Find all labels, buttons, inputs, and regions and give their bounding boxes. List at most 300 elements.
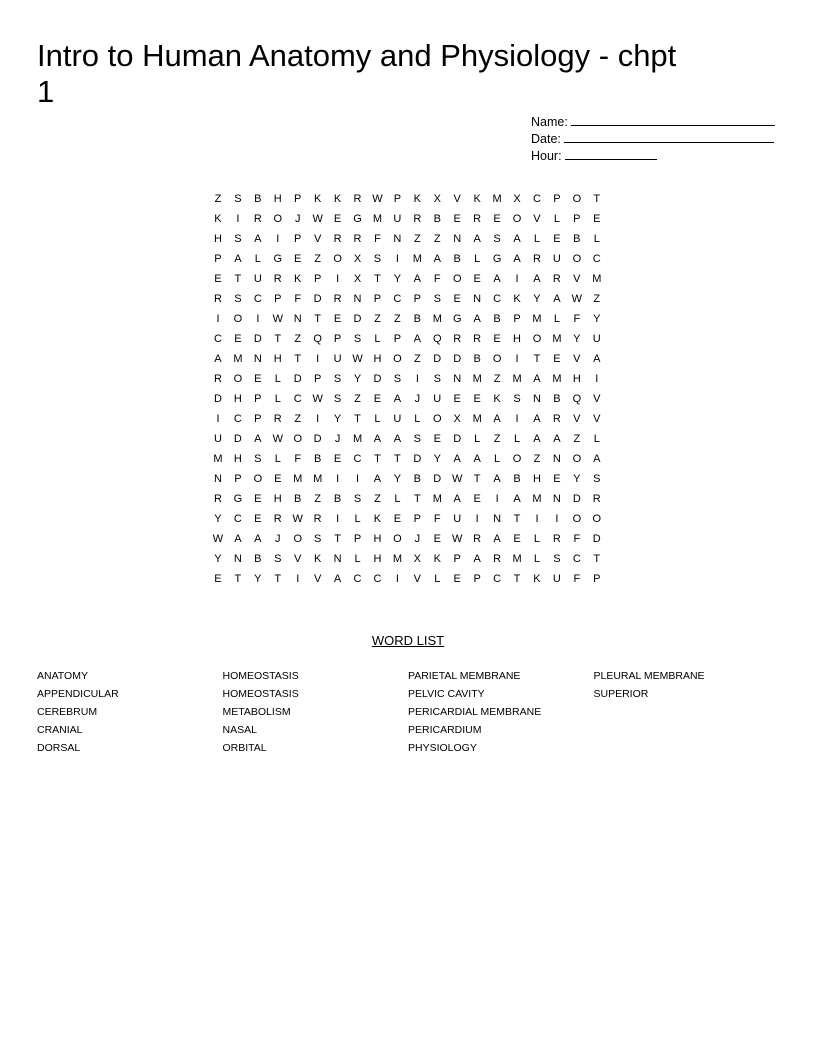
grid-letter[interactable]: R xyxy=(273,273,282,285)
grid-letter[interactable]: A xyxy=(254,233,262,245)
grid-letter[interactable]: I xyxy=(415,373,419,385)
grid-letter[interactable]: H xyxy=(233,453,242,465)
grid-letter[interactable]: Z xyxy=(314,493,322,505)
grid-letter[interactable]: R xyxy=(253,213,262,225)
grid-letter[interactable]: O xyxy=(393,353,402,365)
grid-letter[interactable]: L xyxy=(553,313,560,325)
grid-letter[interactable]: W xyxy=(212,533,224,545)
date-blank[interactable] xyxy=(564,131,774,143)
grid-letter[interactable]: B xyxy=(413,313,422,325)
grid-letter[interactable]: C xyxy=(253,293,262,305)
grid-letter[interactable]: I xyxy=(595,373,599,385)
grid-letter[interactable]: E xyxy=(234,333,242,345)
grid-letter[interactable]: T xyxy=(334,533,341,545)
grid-letter[interactable]: P xyxy=(313,273,322,285)
grid-letter[interactable]: R xyxy=(333,233,342,245)
grid-letter[interactable]: A xyxy=(533,413,541,425)
grid-letter[interactable]: C xyxy=(353,453,362,465)
grid-letter[interactable]: P xyxy=(413,513,422,525)
grid-letter[interactable]: L xyxy=(374,333,381,345)
grid-letter[interactable]: V xyxy=(573,273,581,285)
grid-letter[interactable]: K xyxy=(313,193,322,205)
grid-letter[interactable]: N xyxy=(473,293,482,305)
grid-letter[interactable]: D xyxy=(373,373,382,385)
grid-letter[interactable]: E xyxy=(254,373,262,385)
grid-letter[interactable]: Z xyxy=(593,293,601,305)
grid-letter[interactable]: O xyxy=(293,533,302,545)
grid-letter[interactable]: C xyxy=(493,573,502,585)
grid-letter[interactable]: L xyxy=(474,253,481,265)
grid-letter[interactable]: O xyxy=(393,533,402,545)
grid-letter[interactable]: S xyxy=(553,553,561,565)
grid-letter[interactable]: W xyxy=(312,393,323,405)
grid-letter[interactable]: N xyxy=(552,493,561,505)
grid-letter[interactable]: F xyxy=(573,313,581,325)
grid-letter[interactable]: E xyxy=(553,473,561,485)
grid-letter[interactable]: R xyxy=(273,513,282,525)
grid-letter[interactable]: D xyxy=(592,533,601,545)
grid-letter[interactable]: A xyxy=(234,533,242,545)
grid-letter[interactable]: F xyxy=(294,453,302,465)
grid-letter[interactable]: C xyxy=(233,513,242,525)
grid-letter[interactable]: U xyxy=(213,433,222,445)
grid-letter[interactable]: E xyxy=(453,213,461,225)
grid-letter[interactable]: W xyxy=(452,533,463,545)
grid-letter[interactable]: P xyxy=(553,193,561,205)
grid-letter[interactable]: P xyxy=(413,293,422,305)
grid-letter[interactable]: D xyxy=(433,473,442,485)
grid-letter[interactable]: S xyxy=(234,193,242,205)
grid-letter[interactable]: A xyxy=(453,493,461,505)
grid-letter[interactable]: X xyxy=(353,253,362,265)
grid-letter[interactable]: H xyxy=(532,473,541,485)
grid-letter[interactable]: M xyxy=(592,273,602,285)
grid-letter[interactable]: I xyxy=(296,573,300,585)
grid-letter[interactable]: A xyxy=(473,453,481,465)
grid-letter[interactable]: P xyxy=(214,253,222,265)
grid-letter[interactable]: A xyxy=(493,473,501,485)
grid-letter[interactable]: I xyxy=(336,273,340,285)
grid-letter[interactable]: E xyxy=(593,213,601,225)
grid-letter[interactable]: O xyxy=(512,213,522,225)
grid-letter[interactable]: I xyxy=(276,233,280,245)
grid-letter[interactable]: K xyxy=(533,573,541,585)
grid-letter[interactable]: O xyxy=(233,373,243,385)
grid-letter[interactable]: E xyxy=(333,213,342,225)
grid-letter[interactable]: E xyxy=(333,313,342,325)
grid-letter[interactable]: R xyxy=(493,553,502,565)
grid-letter[interactable]: C xyxy=(353,573,362,585)
grid-letter[interactable]: W xyxy=(272,433,283,445)
grid-letter[interactable]: P xyxy=(593,573,601,585)
grid-letter[interactable]: K xyxy=(214,213,222,225)
grid-letter[interactable]: E xyxy=(254,493,262,505)
grid-letter[interactable]: O xyxy=(572,253,582,265)
grid-letter[interactable]: A xyxy=(413,273,422,285)
grid-letter[interactable]: B xyxy=(493,313,501,325)
grid-letter[interactable]: D xyxy=(453,433,462,445)
grid-letter[interactable]: V xyxy=(593,393,601,405)
grid-letter[interactable]: S xyxy=(274,553,282,565)
grid-letter[interactable]: M xyxy=(532,493,542,505)
grid-letter[interactable]: C xyxy=(572,553,581,565)
grid-letter[interactable]: V xyxy=(573,413,581,425)
grid-letter[interactable]: N xyxy=(233,553,242,565)
grid-letter[interactable]: C xyxy=(373,573,382,585)
grid-letter[interactable]: I xyxy=(555,513,559,525)
grid-letter[interactable]: U xyxy=(552,573,561,585)
grid-letter[interactable]: J xyxy=(275,533,281,545)
grid-letter[interactable]: M xyxy=(552,373,562,385)
grid-letter[interactable]: N xyxy=(333,553,342,565)
grid-letter[interactable]: B xyxy=(553,393,561,405)
grid-letter[interactable]: A xyxy=(373,473,382,485)
grid-letter[interactable]: W xyxy=(372,193,383,205)
grid-letter[interactable]: M xyxy=(432,493,442,505)
grid-letter[interactable]: T xyxy=(234,273,242,285)
grid-letter[interactable]: Z xyxy=(433,233,441,245)
grid-letter[interactable]: S xyxy=(254,453,262,465)
grid-letter[interactable]: D xyxy=(353,313,362,325)
grid-letter[interactable]: D xyxy=(313,293,322,305)
grid-letter[interactable]: K xyxy=(333,193,342,205)
grid-letter[interactable]: Y xyxy=(593,313,601,325)
grid-letter[interactable]: N xyxy=(532,393,541,405)
grid-letter[interactable]: J xyxy=(294,213,301,225)
grid-letter[interactable]: Z xyxy=(394,313,401,325)
grid-letter[interactable]: T xyxy=(394,453,401,465)
grid-letter[interactable]: H xyxy=(273,353,282,365)
grid-letter[interactable]: A xyxy=(473,313,481,325)
grid-letter[interactable]: A xyxy=(473,233,481,245)
grid-letter[interactable]: A xyxy=(333,573,342,585)
grid-letter[interactable]: T xyxy=(294,353,302,365)
grid-letter[interactable]: P xyxy=(373,293,382,305)
grid-letter[interactable]: M xyxy=(512,553,522,565)
grid-letter[interactable]: P xyxy=(294,193,302,205)
grid-letter[interactable]: C xyxy=(493,293,502,305)
grid-letter[interactable]: Q xyxy=(433,333,442,345)
grid-letter[interactable]: G xyxy=(233,493,243,505)
grid-letter[interactable]: V xyxy=(313,573,322,585)
grid-letter[interactable]: W xyxy=(352,353,363,365)
grid-letter[interactable]: S xyxy=(413,433,422,445)
grid-letter[interactable]: S xyxy=(234,233,242,245)
grid-letter[interactable]: K xyxy=(413,193,422,205)
grid-letter[interactable]: U xyxy=(552,253,561,265)
grid-letter[interactable]: A xyxy=(493,413,501,425)
grid-letter[interactable]: L xyxy=(513,433,521,445)
grid-letter[interactable]: F xyxy=(433,273,441,285)
grid-letter[interactable]: O xyxy=(293,433,302,445)
grid-letter[interactable]: O xyxy=(233,313,243,325)
grid-letter[interactable]: R xyxy=(213,293,222,305)
grid-letter[interactable]: V xyxy=(413,573,422,585)
grid-letter[interactable]: A xyxy=(373,433,382,445)
grid-letter[interactable]: N xyxy=(353,293,362,305)
grid-letter[interactable]: I xyxy=(336,473,340,485)
grid-letter[interactable]: Z xyxy=(294,413,302,425)
grid-letter[interactable]: M xyxy=(352,433,363,445)
grid-letter[interactable]: C xyxy=(293,393,302,405)
grid-letter[interactable]: E xyxy=(214,273,222,285)
grid-letter[interactable]: I xyxy=(495,493,499,505)
grid-letter[interactable]: B xyxy=(513,473,521,485)
grid-letter[interactable]: Y xyxy=(573,333,581,345)
grid-letter[interactable]: M xyxy=(532,313,542,325)
grid-letter[interactable]: R xyxy=(213,493,222,505)
grid-letter[interactable]: W xyxy=(452,473,463,485)
grid-letter[interactable]: B xyxy=(453,253,461,265)
grid-letter[interactable]: U xyxy=(592,333,601,345)
grid-letter[interactable]: S xyxy=(393,373,402,385)
grid-letter[interactable]: R xyxy=(552,413,561,425)
grid-letter[interactable]: R xyxy=(353,233,362,245)
grid-letter[interactable]: L xyxy=(533,553,541,565)
grid-letter[interactable]: I xyxy=(316,353,320,365)
grid-letter[interactable]: V xyxy=(573,353,581,365)
grid-letter[interactable]: Z xyxy=(573,433,581,445)
grid-letter[interactable]: A xyxy=(214,353,222,365)
grid-letter[interactable]: H xyxy=(373,533,382,545)
grid-letter[interactable]: D xyxy=(253,333,262,345)
grid-letter[interactable]: Z xyxy=(314,253,322,265)
grid-letter[interactable]: V xyxy=(453,193,461,205)
grid-letter[interactable]: Z xyxy=(294,333,302,345)
grid-letter[interactable]: D xyxy=(572,493,581,505)
grid-letter[interactable]: D xyxy=(293,373,302,385)
grid-letter[interactable]: E xyxy=(453,293,461,305)
grid-letter[interactable]: Y xyxy=(573,473,581,485)
grid-letter[interactable]: H xyxy=(572,373,581,385)
grid-letter[interactable]: M xyxy=(492,193,502,205)
grid-letter[interactable]: S xyxy=(234,293,242,305)
grid-letter[interactable]: O xyxy=(273,213,283,225)
grid-letter[interactable]: E xyxy=(433,533,441,545)
grid-letter[interactable]: Y xyxy=(393,473,402,485)
grid-letter[interactable]: G xyxy=(353,213,362,225)
grid-letter[interactable]: I xyxy=(395,573,399,585)
grid-letter[interactable]: I xyxy=(395,253,399,265)
grid-letter[interactable]: L xyxy=(494,453,501,465)
grid-letter[interactable]: N xyxy=(552,453,561,465)
grid-letter[interactable]: I xyxy=(515,273,519,285)
grid-letter[interactable]: B xyxy=(333,493,342,505)
grid-letter[interactable]: O xyxy=(253,473,263,485)
grid-letter[interactable]: J xyxy=(334,433,341,445)
grid-letter[interactable]: H xyxy=(373,353,382,365)
grid-letter[interactable]: R xyxy=(333,293,342,305)
grid-letter[interactable]: E xyxy=(214,573,222,585)
grid-letter[interactable]: D xyxy=(453,353,462,365)
grid-letter[interactable]: A xyxy=(593,453,601,465)
grid-letter[interactable]: H xyxy=(233,393,242,405)
grid-letter[interactable]: Y xyxy=(533,293,541,305)
grid-letter[interactable]: O xyxy=(333,253,342,265)
grid-letter[interactable]: R xyxy=(453,333,462,345)
grid-letter[interactable]: L xyxy=(274,453,281,465)
grid-letter[interactable]: M xyxy=(412,253,422,265)
grid-letter[interactable]: K xyxy=(473,193,481,205)
grid-letter[interactable]: I xyxy=(515,413,519,425)
grid-letter[interactable]: I xyxy=(535,513,539,525)
grid-letter[interactable]: U xyxy=(253,273,262,285)
grid-letter[interactable]: T xyxy=(314,313,322,325)
grid-letter[interactable]: T xyxy=(354,413,361,425)
grid-letter[interactable]: E xyxy=(433,433,441,445)
grid-letter[interactable]: L xyxy=(533,233,541,245)
grid-letter[interactable]: P xyxy=(393,333,402,345)
grid-letter[interactable]: S xyxy=(433,293,441,305)
grid-letter[interactable]: R xyxy=(213,373,222,385)
grid-letter[interactable]: E xyxy=(453,573,461,585)
grid-letter[interactable]: P xyxy=(274,293,282,305)
grid-letter[interactable]: A xyxy=(513,233,521,245)
grid-letter[interactable]: R xyxy=(353,193,362,205)
grid-letter[interactable]: S xyxy=(513,393,521,405)
grid-letter[interactable]: A xyxy=(234,253,242,265)
grid-letter[interactable]: L xyxy=(354,553,361,565)
grid-letter[interactable]: V xyxy=(533,213,541,225)
grid-letter[interactable]: R xyxy=(552,533,561,545)
grid-letter[interactable]: L xyxy=(553,213,560,225)
grid-letter[interactable]: X xyxy=(513,193,521,205)
grid-letter[interactable]: A xyxy=(553,433,561,445)
grid-letter[interactable]: P xyxy=(294,233,302,245)
grid-letter[interactable]: W xyxy=(571,293,583,305)
grid-letter[interactable]: F xyxy=(433,513,441,525)
grid-letter[interactable]: L xyxy=(533,533,541,545)
grid-letter[interactable]: U xyxy=(393,213,402,225)
grid-letter[interactable]: G xyxy=(492,253,502,265)
grid-letter[interactable]: A xyxy=(254,433,262,445)
grid-letter[interactable]: H xyxy=(213,233,222,245)
grid-letter[interactable]: S xyxy=(333,393,342,405)
grid-letter[interactable]: L xyxy=(474,433,481,445)
grid-letter[interactable]: R xyxy=(552,273,561,285)
grid-letter[interactable]: U xyxy=(393,413,402,425)
grid-letter[interactable]: S xyxy=(433,373,441,385)
grid-letter[interactable]: X xyxy=(433,193,441,205)
grid-letter[interactable]: E xyxy=(493,333,501,345)
grid-letter[interactable]: Z xyxy=(374,313,381,325)
grid-letter[interactable]: Z xyxy=(413,233,421,245)
grid-letter[interactable]: E xyxy=(553,353,561,365)
grid-letter[interactable]: H xyxy=(273,493,282,505)
grid-letter[interactable]: L xyxy=(254,253,261,265)
grid-letter[interactable]: A xyxy=(453,453,461,465)
grid-letter[interactable]: W xyxy=(272,313,283,325)
grid-letter[interactable]: R xyxy=(273,413,282,425)
grid-letter[interactable]: H xyxy=(273,193,282,205)
grid-letter[interactable]: M xyxy=(392,553,402,565)
grid-letter[interactable]: F xyxy=(294,293,302,305)
grid-letter[interactable]: T xyxy=(513,513,521,525)
grid-letter[interactable]: M xyxy=(552,333,562,345)
grid-letter[interactable]: L xyxy=(414,413,421,425)
grid-letter[interactable]: Z xyxy=(493,433,501,445)
grid-letter[interactable]: A xyxy=(533,433,541,445)
grid-letter[interactable]: Q xyxy=(572,393,582,405)
grid-letter[interactable]: Z xyxy=(214,193,222,205)
grid-letter[interactable]: O xyxy=(452,273,462,285)
grid-letter[interactable]: Y xyxy=(393,273,402,285)
grid-letter[interactable]: D xyxy=(233,433,242,445)
grid-letter[interactable]: E xyxy=(453,393,461,405)
grid-letter[interactable]: D xyxy=(213,393,222,405)
grid-letter[interactable]: C xyxy=(213,333,222,345)
grid-letter[interactable]: E xyxy=(373,393,382,405)
grid-letter[interactable]: D xyxy=(433,353,442,365)
grid-letter[interactable]: I xyxy=(216,313,220,325)
grid-letter[interactable]: S xyxy=(593,473,601,485)
grid-letter[interactable]: I xyxy=(515,353,519,365)
grid-letter[interactable]: E xyxy=(493,213,501,225)
grid-letter[interactable]: Y xyxy=(353,373,362,385)
grid-letter[interactable]: Q xyxy=(313,333,322,345)
grid-letter[interactable]: H xyxy=(373,553,382,565)
grid-letter[interactable]: A xyxy=(433,253,441,265)
grid-letter[interactable]: T xyxy=(234,573,242,585)
grid-letter[interactable]: A xyxy=(513,493,521,505)
grid-letter[interactable]: O xyxy=(572,453,582,465)
grid-letter[interactable]: V xyxy=(593,413,601,425)
grid-letter[interactable]: I xyxy=(475,513,479,525)
grid-letter[interactable]: R xyxy=(413,213,422,225)
grid-letter[interactable]: W xyxy=(312,213,323,225)
grid-letter[interactable]: O xyxy=(592,513,602,525)
grid-letter[interactable]: S xyxy=(353,493,362,505)
grid-letter[interactable]: J xyxy=(414,533,421,545)
grid-letter[interactable]: M xyxy=(233,353,243,365)
grid-letter[interactable]: O xyxy=(532,333,542,345)
grid-letter[interactable]: S xyxy=(353,333,362,345)
grid-letter[interactable]: N xyxy=(293,313,302,325)
grid-letter[interactable]: A xyxy=(513,253,521,265)
grid-letter[interactable]: K xyxy=(294,273,302,285)
grid-letter[interactable]: Z xyxy=(493,373,501,385)
grid-letter[interactable]: T xyxy=(593,193,601,205)
grid-letter[interactable]: P xyxy=(333,333,342,345)
grid-letter[interactable]: T xyxy=(274,333,282,345)
grid-letter[interactable]: P xyxy=(453,553,461,565)
grid-letter[interactable]: S xyxy=(313,533,322,545)
grid-letter[interactable]: K xyxy=(313,553,322,565)
grid-letter[interactable]: W xyxy=(292,513,303,525)
grid-letter[interactable]: F xyxy=(573,573,581,585)
grid-letter[interactable]: S xyxy=(373,253,382,265)
grid-letter[interactable]: Z xyxy=(413,353,421,365)
grid-letter[interactable]: A xyxy=(413,333,422,345)
grid-letter[interactable]: E xyxy=(513,533,521,545)
grid-letter[interactable]: F xyxy=(374,233,381,245)
grid-letter[interactable]: A xyxy=(593,353,601,365)
grid-letter[interactable]: X xyxy=(413,553,422,565)
grid-letter[interactable]: G xyxy=(273,253,283,265)
grid-letter[interactable]: I xyxy=(256,313,260,325)
grid-letter[interactable]: E xyxy=(473,273,481,285)
grid-letter[interactable]: A xyxy=(393,433,402,445)
grid-letter[interactable]: T xyxy=(374,453,381,465)
grid-letter[interactable]: L xyxy=(274,373,281,385)
grid-letter[interactable]: M xyxy=(472,373,482,385)
grid-letter[interactable]: P xyxy=(573,213,581,225)
grid-letter[interactable]: C xyxy=(393,293,402,305)
grid-letter[interactable]: Y xyxy=(214,553,222,565)
grid-letter[interactable]: X xyxy=(353,273,362,285)
grid-letter[interactable]: E xyxy=(333,453,342,465)
grid-letter[interactable]: N xyxy=(453,233,462,245)
